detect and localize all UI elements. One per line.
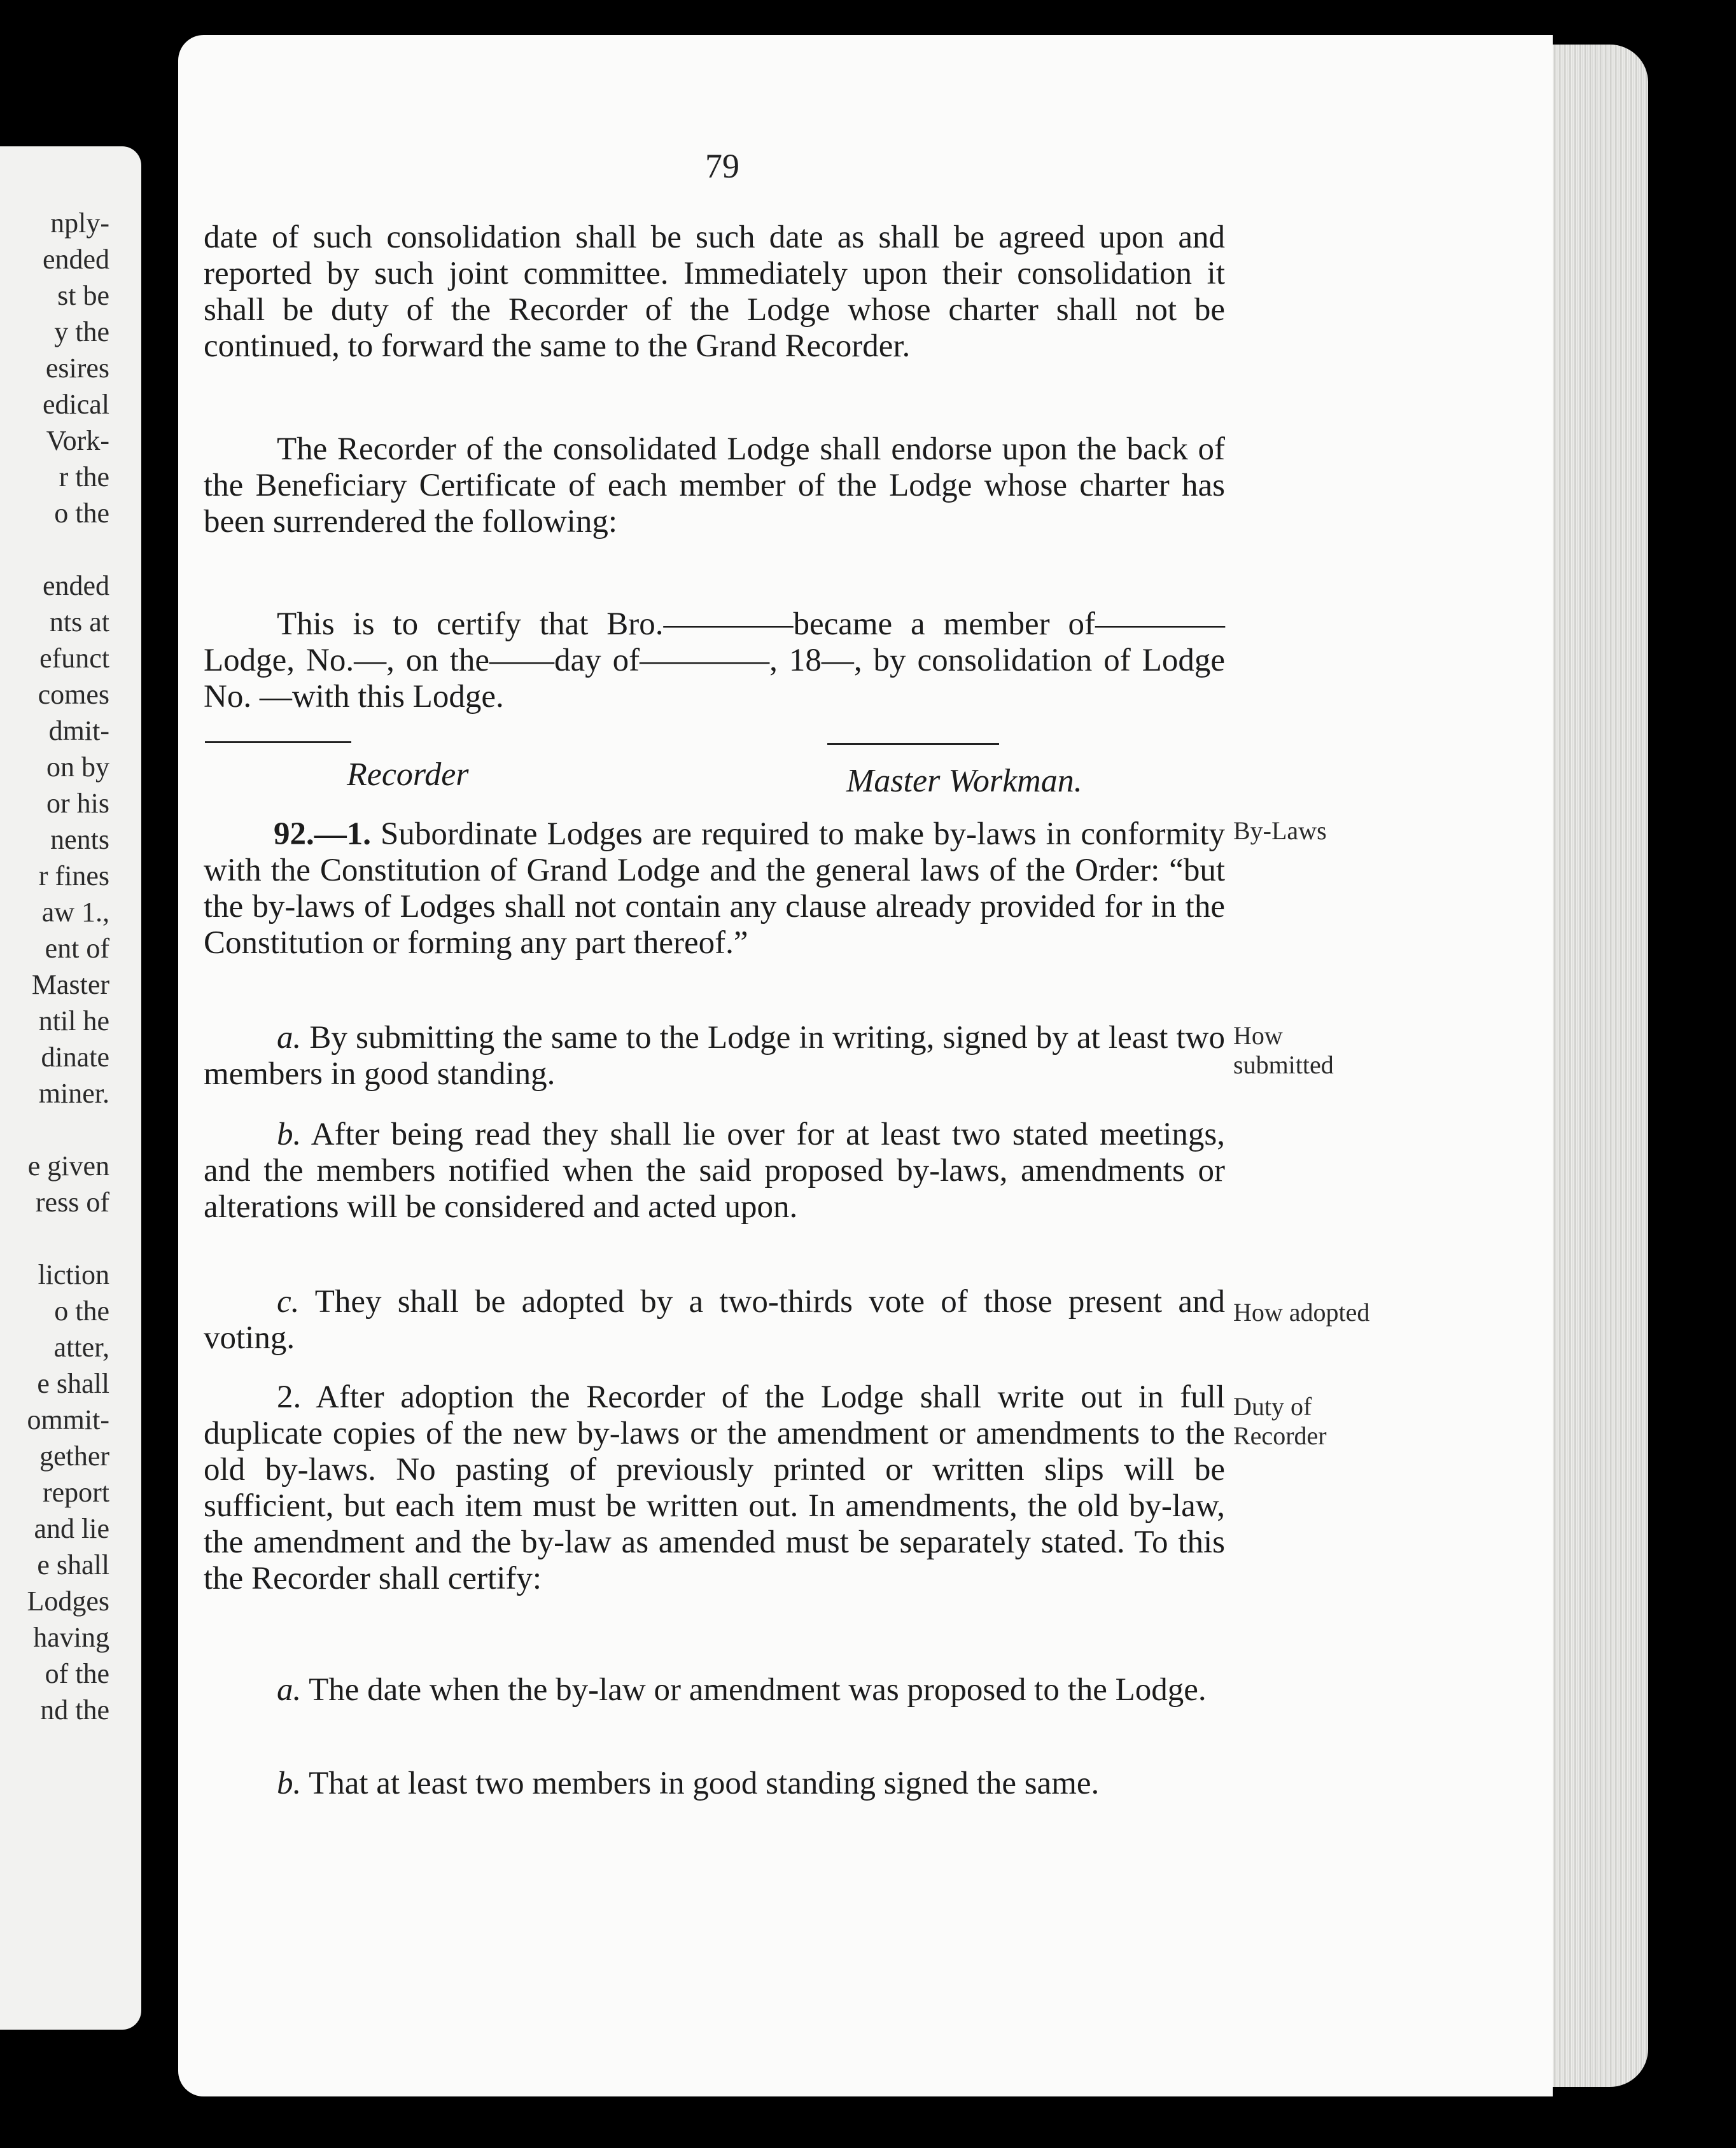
paragraph-text: After being read they shall lie over for at least two stated meetings, and the members notified when the said proposed by-laws, amendments or alterations will be considered and acted upon. (204, 1117, 1225, 1225)
left-page-fragment: gether (39, 1440, 109, 1472)
left-page-fragment: on by (46, 751, 109, 783)
clause-b (204, 1117, 1225, 1225)
left-page-fragment: liction (38, 1259, 109, 1290)
left-page-fragment: esires (45, 352, 109, 384)
left-page-fragment: st be (57, 280, 109, 311)
book-page-edges (1546, 45, 1648, 2087)
section-label: 2. (277, 1379, 302, 1415)
left-page-fragment: atter, (53, 1332, 109, 1363)
left-page-fragment: nents (50, 824, 109, 855)
left-page-fragment: having (33, 1622, 109, 1653)
certificate-text (204, 606, 1225, 715)
left-page-fragment: aw 1., (41, 896, 109, 928)
clause-label: b. (277, 1117, 302, 1152)
left-page-fragment: nply- (50, 207, 109, 239)
section-label: 92.—1. (274, 816, 371, 852)
clause-label: a. (277, 1672, 302, 1708)
signature-line-recorder (205, 741, 351, 743)
left-page-fragment: efunct (39, 643, 109, 674)
left-page-fragment: e shall (37, 1549, 109, 1580)
left-page-fragment: r fines (38, 860, 109, 891)
left-page-fragment: or his (46, 788, 109, 819)
left-page-fragment: dinate (41, 1042, 109, 1073)
paragraph-text: That at least two members in good standing signed the same. (309, 1766, 1100, 1801)
margin-note-by-laws: By-Laws (1233, 816, 1327, 845)
left-page-fragment: y the (54, 316, 109, 347)
left-page-fragment: of the (45, 1658, 109, 1689)
margin-note-how-adopted: How adopted (1233, 1298, 1370, 1327)
section-2 (204, 1379, 1225, 1597)
clause-b2 (204, 1766, 1225, 1802)
left-page-fragment: e given (27, 1150, 109, 1182)
margin-note-how-submitted: How submitted (1233, 1021, 1334, 1079)
paragraph-text: Subordinate Lodges are required to make by-laws in conformity with the Constitution of Grand Lodge and the general laws of the Order: “but the by-laws of Lodges shall not contain any clause already provided for in the Constitution or forming any part thereof.” (204, 816, 1225, 961)
left-page-fragment: ended (42, 244, 109, 275)
paragraph-text: By submitting the same to the Lodge in writing, signed by at least two members in good standing. (204, 1020, 1226, 1092)
paragraph-consolidation-date (204, 220, 1225, 365)
left-page-fragment: dmit- (48, 715, 109, 746)
signature-label-recorder: Recorder (347, 757, 469, 793)
left-page-fragment: miner. (38, 1078, 109, 1109)
paragraph-text: They shall be adopted by a two-thirds vote of those present and voting. (204, 1284, 1225, 1356)
clause-a (204, 1020, 1225, 1092)
clause-label: c. (277, 1284, 300, 1320)
paragraph-text: This is to certify that Bro.————became a member of————Lodge, No.—, on the——day of————, 18—, by consolidation of Lodge No. —with this Lodge. (204, 606, 1225, 715)
left-page-fragment: nd the (40, 1694, 109, 1726)
page-number: 79 (705, 147, 739, 185)
left-page-fragment: edical (42, 389, 109, 420)
left-page-fragment: ntil he (38, 1005, 109, 1036)
left-page-fragment: Lodges (27, 1586, 109, 1617)
clause-c (204, 1284, 1225, 1356)
margin-note-duty-of-recorder: Duty of Recorder (1233, 1392, 1327, 1450)
paragraph-text: The Recorder of the consolidated Lodge shall endorse upon the back of the Beneficiary Certificate of each member of the Lodge whose charter has been surrendered the following: (204, 431, 1225, 540)
clause-label: b. (277, 1766, 302, 1801)
clause-a2 (204, 1672, 1225, 1708)
left-page-fragment: ommit- (27, 1404, 109, 1435)
left-page-fragment: and lie (34, 1513, 109, 1544)
left-page-fragment: ress of (35, 1187, 109, 1218)
paragraph-recorder-endorse (204, 431, 1225, 540)
section-92 (204, 816, 1225, 961)
left-facing-page (0, 146, 141, 2030)
left-page-fragment: o the (54, 1295, 109, 1327)
paragraph-text: The date when the by-law or amendment was proposed to the Lodge. (309, 1672, 1207, 1708)
left-page-fragment: r the (59, 461, 109, 492)
left-page-fragment: Master (31, 969, 109, 1000)
paragraph-text: date of such consolidation shall be such date as shall be agreed upon and reported by such joint committee. Immediately upon their consolidation it shall be duty of the Recorder of the Lodge whose charter shall not be continued, to forward the same to the Grand Recorder. (204, 220, 1225, 364)
left-page-fragment: ent of (45, 933, 109, 964)
left-page-fragment: ended (42, 570, 109, 601)
clause-label: a. (277, 1020, 302, 1056)
signature-line-master (827, 743, 999, 745)
left-page-fragment: nts at (49, 606, 109, 638)
left-page-fragment: comes (38, 679, 109, 710)
left-page-fragment: report (42, 1477, 109, 1508)
left-page-fragment: o the (54, 498, 109, 529)
left-page-fragment: Vork- (46, 425, 109, 456)
left-page-fragment: e shall (37, 1368, 109, 1399)
signature-label-master-workman: Master Workman. (846, 763, 1082, 799)
paragraph-text: After adoption the Recorder of the Lodge shall write out in full duplicate copies of the new by-laws or the amendment or amendments to the old by-laws. No pasting of previously printed or written slips will be sufficient, but each item must be written out. In amendments, the old by-law, the amendment and the by-law as amended must be separately stated. To this the Recorder shall certify: (204, 1379, 1225, 1596)
